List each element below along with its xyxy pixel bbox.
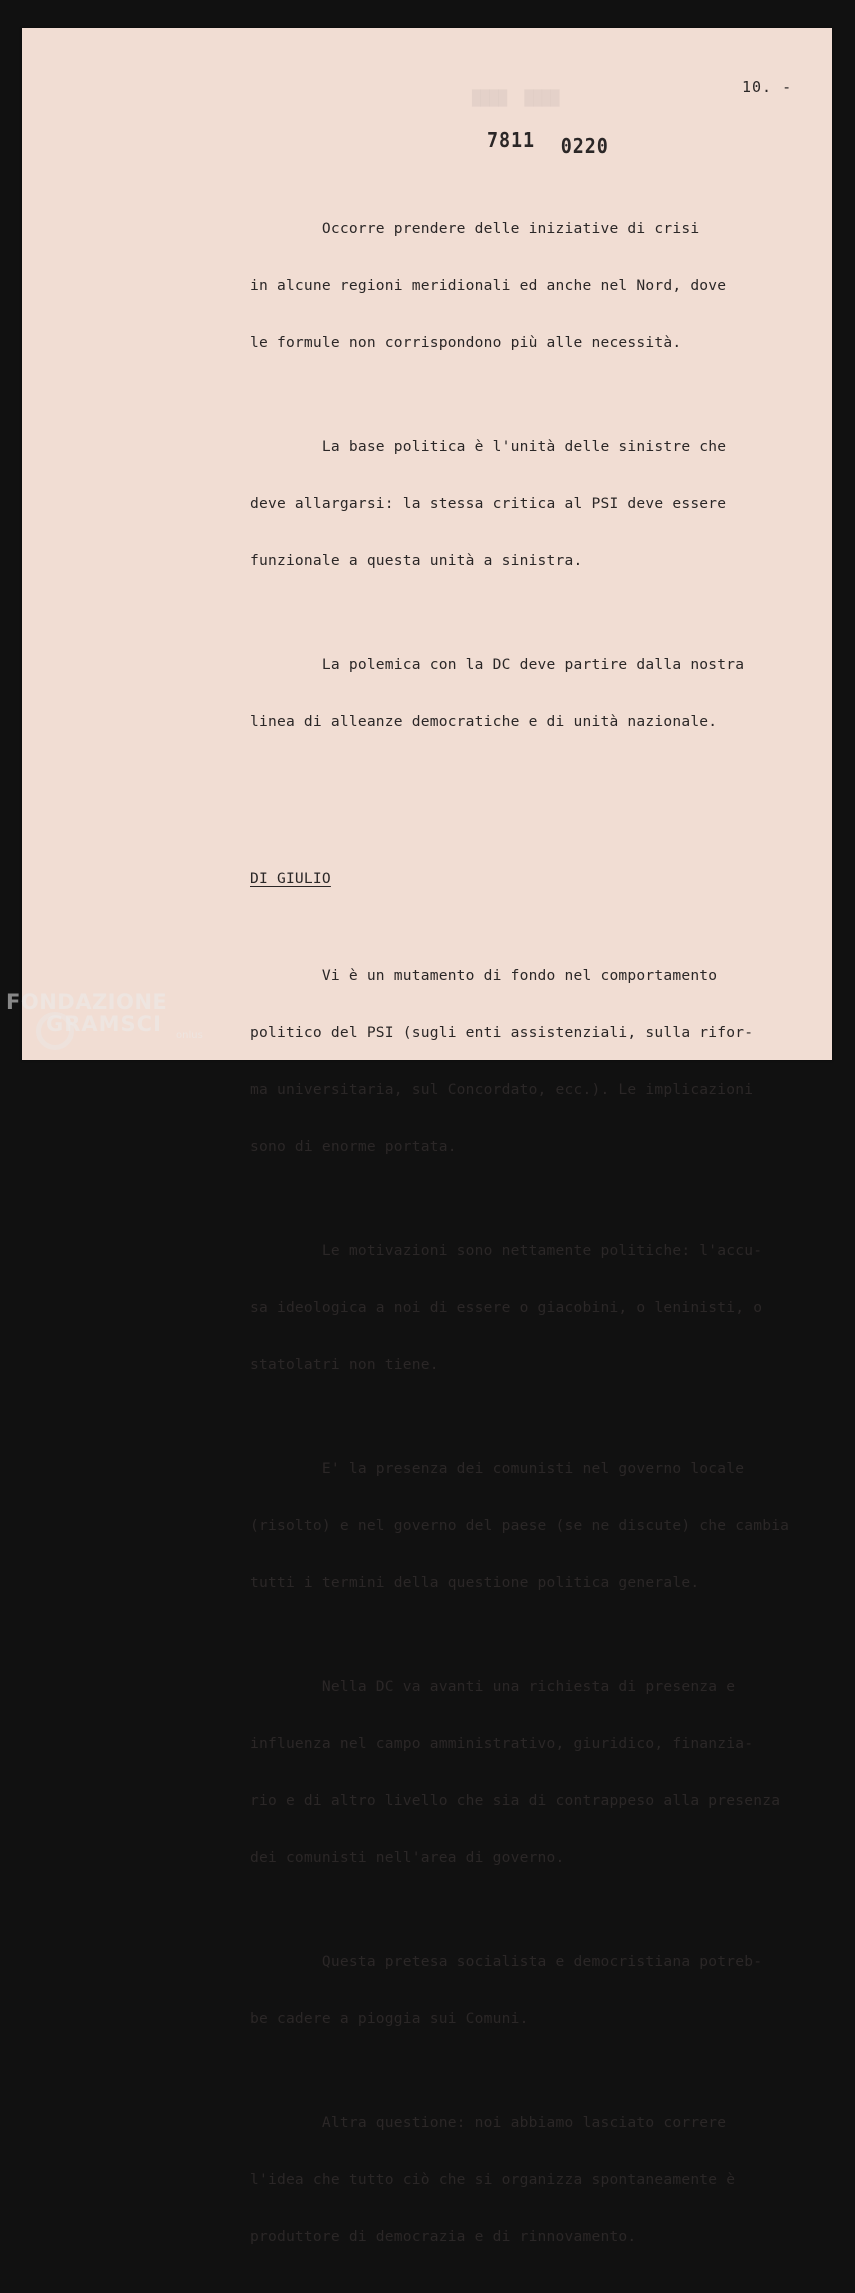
text-line: deve allargarsi: la stessa critica al PSI deve essere: [250, 495, 727, 512]
watermark-line-2: GRAMSCI: [46, 1012, 162, 1036]
text-line: sono di enorme portata.: [250, 1138, 457, 1155]
paragraph: [250, 181, 840, 390]
text-line: le formule non corrispondono più alle necessità.: [250, 334, 682, 351]
text-line: sa ideologica a noi di essere o giacobini, o leninisti, o: [250, 1299, 763, 1316]
paragraph: [250, 1203, 840, 1412]
bleed-through-texture: ████ ████: [472, 91, 560, 107]
watermark-line-3: onlus: [176, 1030, 203, 1041]
text-line: La base politica è l'unità delle sinistre che: [250, 438, 727, 455]
typed-text-body: [250, 181, 840, 2293]
paragraph: [250, 928, 840, 1194]
paragraph: [250, 2075, 840, 2284]
text-line: dei comunisti nell'area di governo.: [250, 1849, 565, 1866]
stamp-part-1: 7811: [487, 128, 535, 152]
stamp-part-2: 0220: [560, 134, 609, 158]
text-line: rio e di altro livello che sia di contrappeso alla presenza: [250, 1792, 781, 1809]
paragraph: [250, 1421, 840, 1630]
text-line: statolatri non tiene.: [250, 1356, 439, 1373]
paragraph: [250, 1914, 840, 2066]
text-line: ma universitaria, sul Concordato, ecc.). Le implicazioni: [250, 1081, 754, 1098]
text-line: Vi è un mutamento di fondo nel comportamento: [250, 967, 718, 984]
text-line: influenza nel campo amministrativo, giuridico, finanzia-: [250, 1735, 754, 1752]
text-line: funzionale a questa unità a sinistra.: [250, 552, 583, 569]
text-line: Occorre prendere delle iniziative di crisi: [250, 220, 700, 237]
text-line: produttore di democrazia e di rinnovamento.: [250, 2228, 637, 2245]
text-line: Le motivazioni sono nettamente politiche: l'accu-: [250, 1242, 763, 1259]
speaker-heading: DI GIULIO: [250, 870, 331, 887]
text-line: l'idea che tutto ciò che si organizza spontaneamente è: [250, 2171, 736, 2188]
text-line: be cadere a pioggia sui Comuni.: [250, 2010, 529, 2027]
paragraph: [250, 399, 840, 608]
text-line: (risolto) e nel governo del paese (se ne discute) che cambia: [250, 1517, 790, 1534]
text-line: Questa pretesa socialista e democristiana potreb-: [250, 1953, 763, 1970]
document-page: [22, 28, 832, 2245]
text-line: La polemica con la DC deve partire dalla nostra: [250, 656, 745, 673]
g-logo-icon: [36, 1012, 74, 1050]
page-number: 10. -: [742, 78, 793, 96]
fondazione-gramsci-watermark: [6, 990, 203, 1041]
paragraph: [250, 1639, 840, 1905]
text-line: tutti i termini della questione politica generale.: [250, 1574, 700, 1591]
paragraph: [250, 617, 840, 769]
text-line: E' la presenza dei comunisti nel governo locale: [250, 1460, 745, 1477]
text-line: in alcune regioni meridionali ed anche nel Nord, dove: [250, 277, 727, 294]
archive-stamp: [487, 128, 609, 158]
text-line: Altra questione: noi abbiamo lasciato correre: [250, 2114, 727, 2131]
watermark-line-1: FONDAZIONE: [6, 990, 168, 1014]
text-line: politico del PSI (sugli enti assistenziali, sulla rifor-: [250, 1024, 754, 1041]
text-line: linea di alleanze democratiche e di unità nazionale.: [250, 713, 718, 730]
text-line: Nella DC va avanti una richiesta di presenza e: [250, 1678, 736, 1695]
